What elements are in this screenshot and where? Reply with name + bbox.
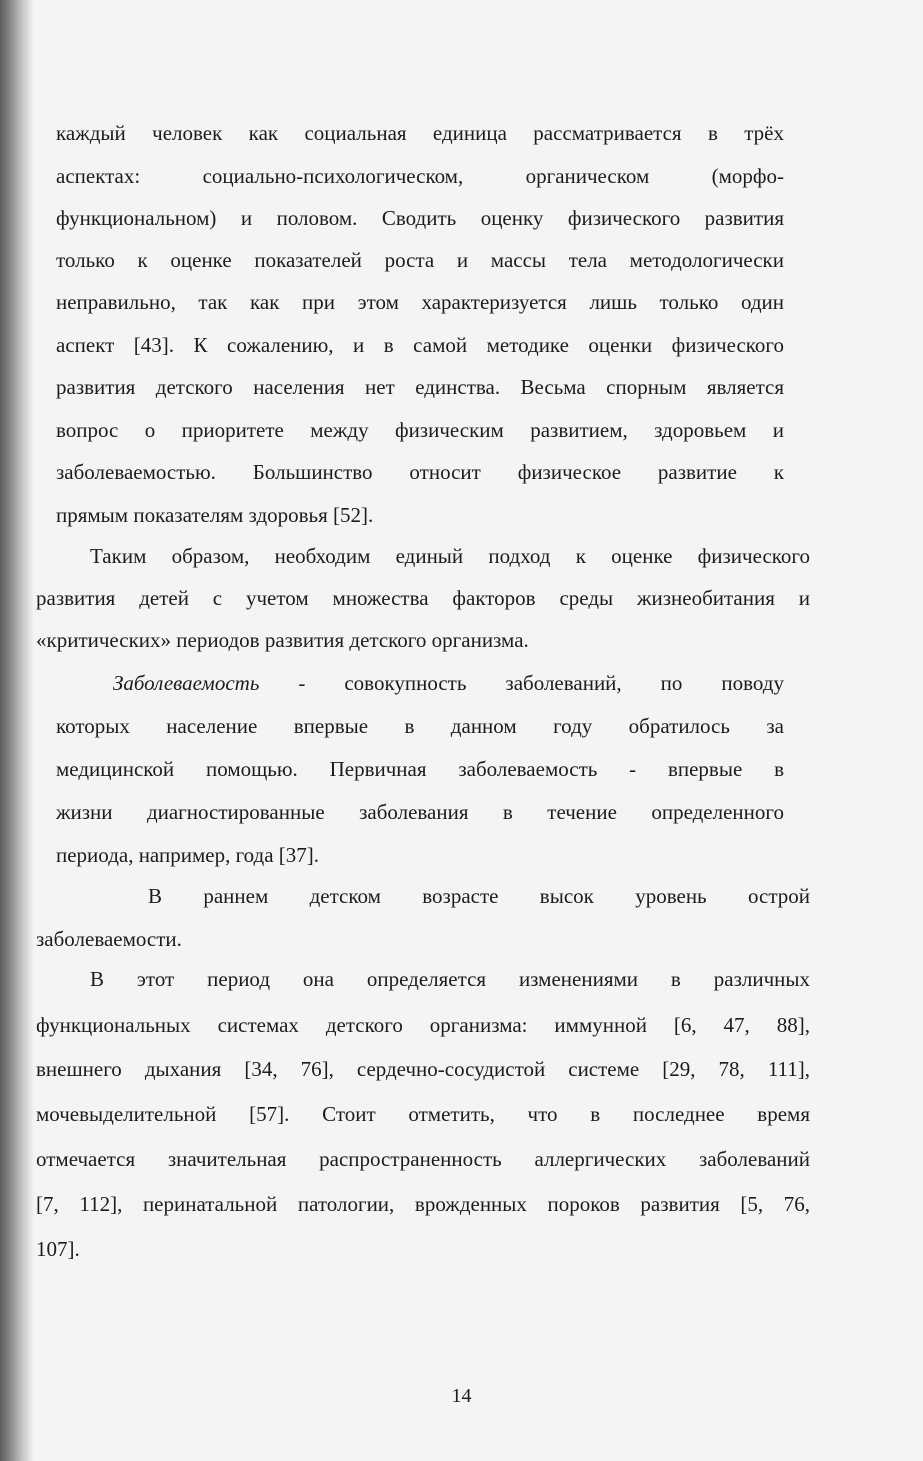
- text-line: которых население впервые в данном году обратилось за: [56, 714, 784, 738]
- text-line: функциональном) и половом. Сводить оценку физического развития: [56, 206, 784, 230]
- text-line: каждый человек как социальная единица рассматривается в трёх: [56, 121, 784, 145]
- text-line: мочевыделительной [57]. Стоит отметить, что в последнее время: [36, 1102, 810, 1126]
- text-line: прямым показателям здоровья [52].: [56, 503, 374, 527]
- term-morbidity: Заболеваемость: [113, 671, 260, 695]
- text-line: медицинской помощью. Первичная заболеваемость - впервые в: [56, 757, 784, 781]
- text-line: «критических» периодов развития детского организма.: [36, 628, 529, 652]
- text-line: вопрос о приоритете между физическим развитием, здоровьем и: [56, 418, 784, 442]
- text-line: периода, например, года [37].: [56, 843, 320, 867]
- text-line: только к оценке показателей роста и массы тела методологически: [56, 248, 784, 272]
- text-line: [7, 112], перинатальной патологии, врожденных пороков развития [5, 76,: [36, 1192, 810, 1216]
- text-line: В этот период она определяется изменениями в различных: [90, 967, 810, 991]
- text-line: жизни диагностированные заболевания в течение определенного: [56, 800, 784, 824]
- text-line: отмечается значительная распространенность аллергических заболеваний: [36, 1147, 810, 1171]
- scan-edge-shadow: [0, 0, 34, 1461]
- text-line: заболеваемостью. Большинство относит физическое развитие к: [56, 460, 784, 484]
- text-line: неправильно, так как при этом характеризуется лишь только один: [56, 290, 784, 314]
- text-line: аспектах: социально-психологическом, органическом (морфо-: [56, 164, 784, 188]
- text-line: [113, 670, 784, 696]
- definition-text: - совокупность заболеваний, по поводу: [259, 671, 784, 695]
- text-line: аспект [43]. К сожалению, и в самой методике оценки физического: [56, 333, 784, 357]
- text-line: внешнего дыхания [34, 76], сердечно-сосудистой системе [29, 78, 111],: [36, 1057, 810, 1081]
- text-line: развития детского населения нет единства. Весьма спорным является: [56, 375, 784, 399]
- page-number: 14: [451, 1385, 472, 1407]
- text-line: В раннем детском возрасте высок уровень острой: [148, 884, 810, 908]
- text-line: 107].: [36, 1237, 80, 1261]
- text-line: заболеваемости.: [36, 927, 182, 951]
- text-line: Таким образом, необходим единый подход к оценке физического: [90, 544, 810, 568]
- text-line: функциональных системах детского организма: иммунной [6, 47, 88],: [36, 1013, 810, 1037]
- text-line: развития детей с учетом множества факторов среды жизнеобитания и: [36, 586, 810, 610]
